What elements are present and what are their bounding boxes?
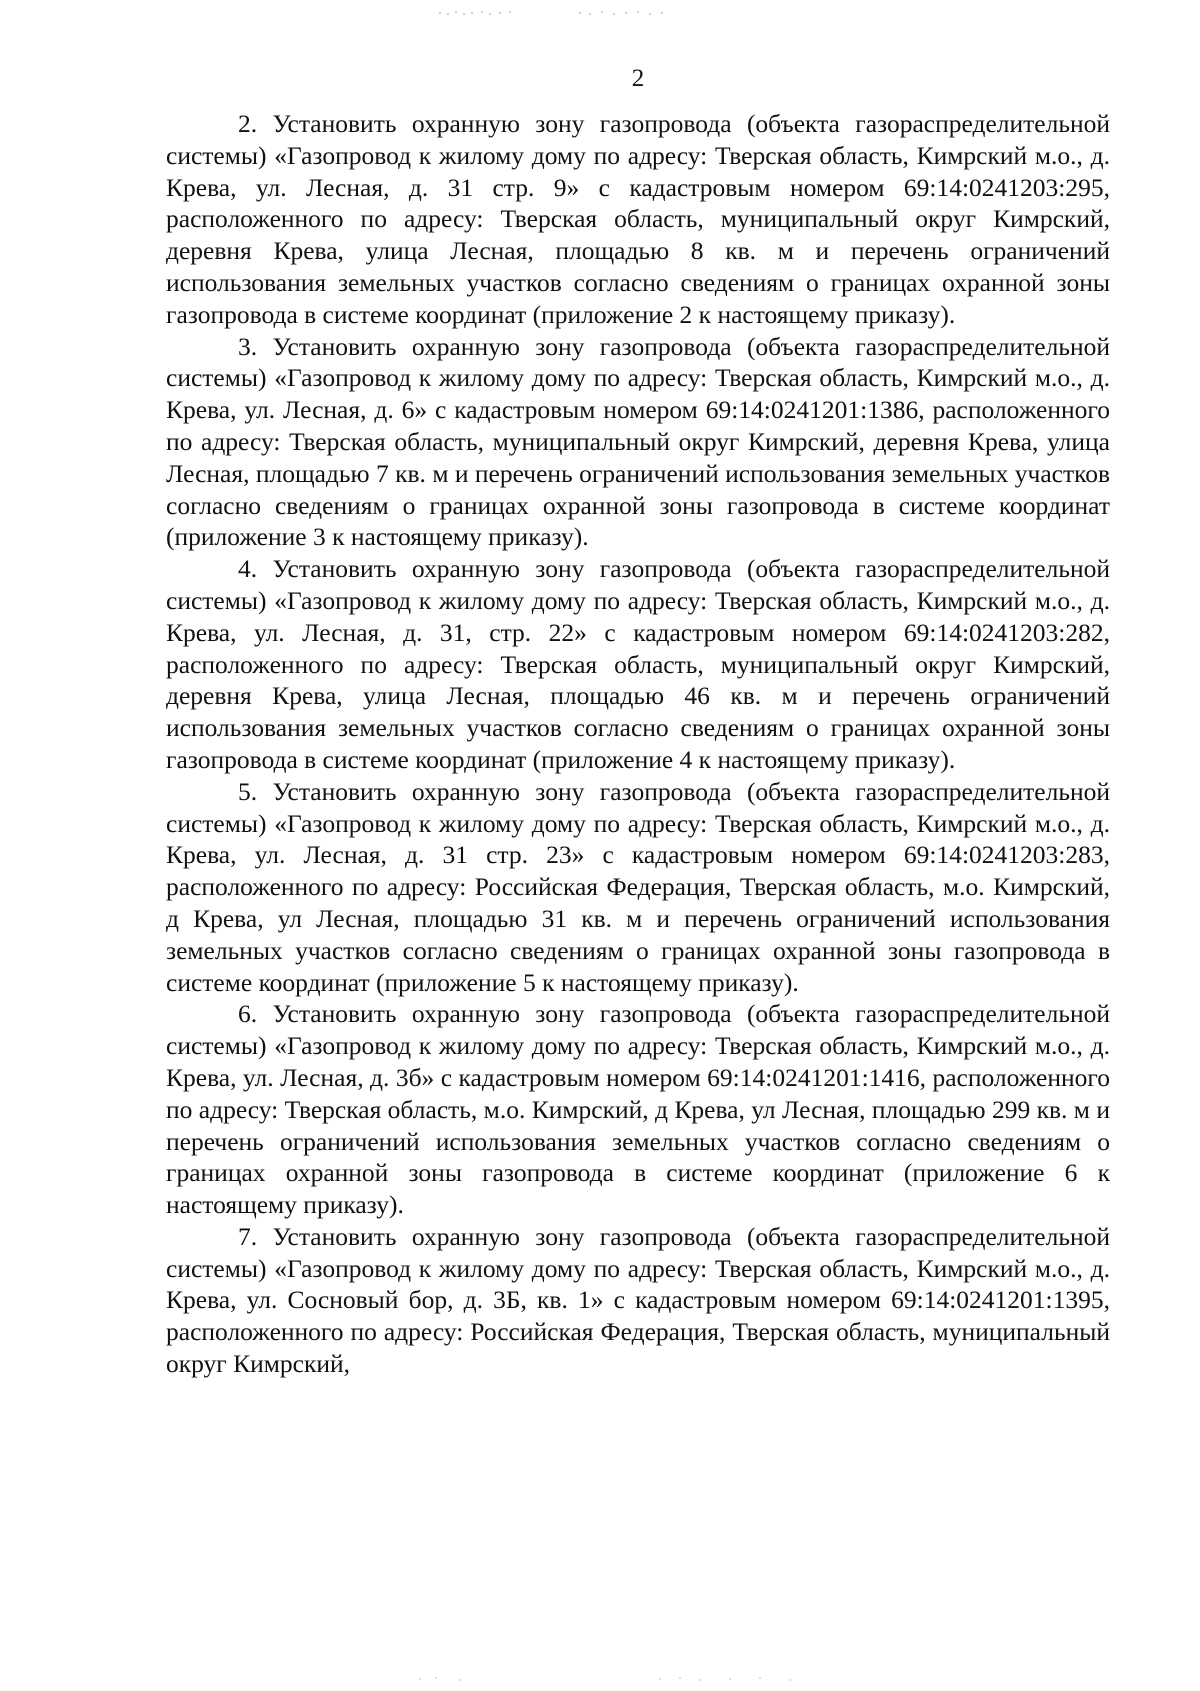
clause-7 (166, 1221, 1110, 1380)
clause-2 (166, 108, 1110, 331)
clause-number: 3. (238, 331, 258, 361)
document-body (166, 108, 1110, 1380)
clause-text: Установить охранную зону газопровода (объекта газораспределительной системы) «Газопровод к жилому дому по адресу: Тверская область, Кимрский м.о., д. Крева, ул. Лесная, д. 31 стр. 9» с кадастровым номером 69:14:0241203:295, расположенного по адресу: Тверская область, муниципальный округ Кимрский, деревня Крева, улица Лесная, площадью 8 кв. м и перечень ограничений использования земельных участков согласно сведениям о границах охранной зоны газопровода в системе координат (приложение 2 к настоящему приказу). (166, 109, 1110, 329)
clause-text: Установить охранную зону газопровода (объекта газораспределительной системы) «Газопровод к жилому дому по адресу: Тверская область, Кимрский м.о., д. Крева, ул. Лесная, д. 31 стр. 23» с кадастровым номером 69:14:0241203:283, расположенного по адресу: Российская Федерация, Тверская область, м.о. Кимрский, д Крева, ул Лесная, площадью 31 кв. м и перечень ограничений использования земельных участков согласно сведениям о границах охранной зоны газопровода в системе координат (приложение 5 к настоящему приказу). (166, 776, 1110, 997)
clause-number: 5. (238, 776, 258, 806)
clause-4 (166, 553, 1110, 776)
clause-number: 6. (238, 999, 258, 1029)
clause-number: 7. (238, 1221, 258, 1251)
clause-number: 2. (238, 109, 258, 138)
scan-artifact-top (430, 6, 710, 20)
clause-text: Установить охранную зону газопровода (объекта газораспределительной системы) «Газопровод к жилому дому по адресу: Тверская область, Кимрский м.о., д. Крева, ул. Лесная, д. 3б» с кадастровым номером 69:14:0241201:1416, расположенного по адресу: Тверская область, м.о. Кимрский, д Крева, ул Лесная, площадью 299 кв. м и перечень ограничений использования земельных участков согласно сведениям о границах охранной зоны газопровода в системе координат (приложение 6 к настоящему приказу). (166, 999, 1110, 1220)
clause-text: Установить охранную зону газопровода (объекта газораспределительной системы) «Газопровод к жилому дому по адресу: Тверская область, Кимрский м.о., д. Крева, ул. Лесная, д. 6» с кадастровым номером 69:14:0241201:1386, расположенного по адресу: Тверская область, муниципальный округ Кимрский, деревня Крева, улица Лесная, площадью 7 кв. м и перечень ограничений использования земельных участков согласно сведениям о границах охранной зоны газопровода в системе координат (приложение 3 к настоящему приказу). (166, 331, 1110, 552)
clause-text: Установить охранную зону газопровода (объекта газораспределительной системы) «Газопровод к жилому дому по адресу: Тверская область, Кимрский м.о., д. Крева, ул. Сосновый бор, д. 3Б, кв. 1» с кадастровым номером 69:14:0241201:1395, расположенного по адресу: Российская Федерация, Тверская область, муниципальный округ Кимрский, (166, 1221, 1110, 1379)
page-number: 2 (631, 65, 645, 92)
clause-number: 4. (238, 554, 258, 584)
clause-3 (166, 331, 1110, 554)
clause-5 (166, 776, 1110, 999)
clause-6 (166, 998, 1110, 1221)
scan-artifact-bottom (400, 1673, 820, 1685)
clause-text: Установить охранную зону газопровода (объекта газораспределительной системы) «Газопровод к жилому дому по адресу: Тверская область, Кимрский м.о., д. Крева, ул. Лесная, д. 31, стр. 22» с кадастровым номером 69:14:0241203:282, расположенного по адресу: Тверская область, муниципальный округ Кимрский, деревня Крева, улица Лесная, площадью 46 кв. м и перечень ограничений использования земельных участков согласно сведениям о границах охранной зоны газопровода в системе координат (приложение 4 к настоящему приказу). (166, 554, 1110, 774)
